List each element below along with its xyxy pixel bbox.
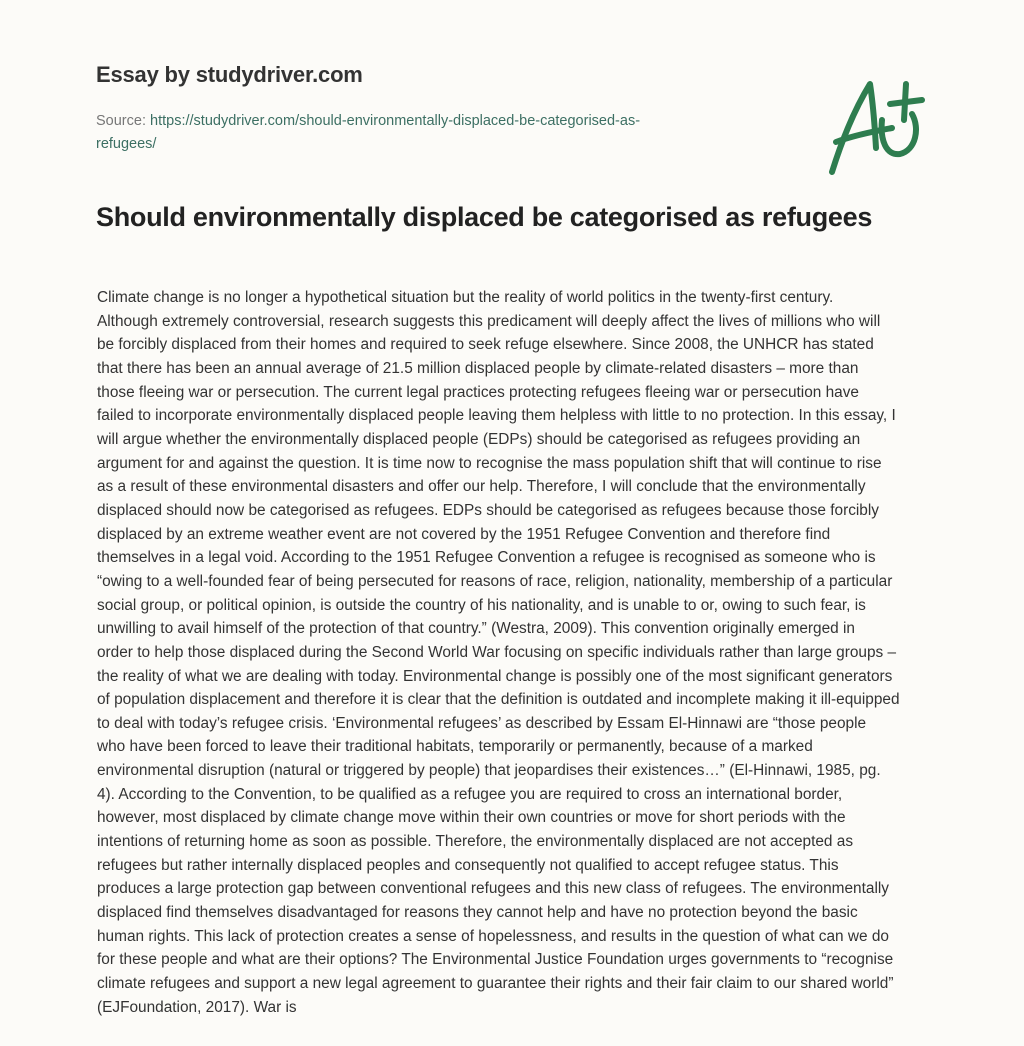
- a-plus-logo-icon: [820, 70, 930, 180]
- essay-line: be forcibly displaced from their homes and required to seek refuge elsewhere. Since 2008, the UNHCR has stated: [97, 336, 874, 354]
- essay-line: will argue whether the environmentally displaced people (EDPs) should be categorised as refugees providing an: [97, 430, 861, 448]
- essay-line: 4). According to the Convention, to be qualified as a refugee you are required to cross an international border,: [97, 785, 843, 803]
- essay-line: the reality of what we are dealing with today. Environmental change is possibly one of the most significant generators: [97, 667, 893, 685]
- essay-line: however, most displaced by climate change move within their own countries or move for short periods with the: [97, 809, 846, 827]
- essay-line: failed to incorporate environmentally displaced people leaving them helpless with little to no protection. In this essay, I: [97, 407, 896, 425]
- source-link[interactable]: [96, 113, 640, 152]
- essay-line: refugees but rather internally displaced peoples and consequently not qualified to accept refugee status. This: [97, 856, 839, 874]
- source-url-line2[interactable]: refugees/: [96, 136, 157, 152]
- source-line: [96, 110, 716, 156]
- essay-line: themselves in a legal void. According to the 1951 Refugee Convention a refugee is recognised as someone who is: [97, 549, 876, 567]
- essay-line: Climate change is no longer a hypothetical situation but the reality of world politics in the twenty-first century.: [97, 289, 834, 306]
- essay-line: unwilling to avail himself of the protection of that country.” (Westra, 2009). This convention originally emerged in: [97, 620, 855, 638]
- essay-line: of population displacement and therefore it is clear that the definition is outdated and incomplete making it ill-equipped: [97, 691, 900, 709]
- essay-line: human rights. This lack of protection creates a sense of hopelessness, and results in the question of what can we do: [97, 927, 889, 945]
- essay-line: produces a large protection gap between conventional refugees and this new class of refugees. The environmentally: [97, 880, 889, 898]
- essay-line: those fleeing war or persecution. The current legal practices protecting refugees fleeing war or persecution have: [97, 383, 859, 401]
- essay-line: social group, or political opinion, is outside the country of his nationality, and is unable to or, owing to such fear, is: [97, 596, 866, 614]
- essay-line: to deal with today’s refugee crisis. ‘Environmental refugees’ as described by Essam El-Hinnawi are “those people: [97, 714, 867, 732]
- essay-line: for these people and what are their options? The Environmental Justice Foundation urges governments to “recognise: [97, 951, 894, 969]
- essay-line: displaced should now be categorised as refugees. EDPs should be categorised as refugees because those forcibly: [97, 501, 879, 519]
- essay-line: (EJFoundation, 2017). War is: [97, 998, 297, 1016]
- essay-line: as a result of these environmental disasters and offer our help. Therefore, I will conclude that the environmentally: [97, 478, 866, 496]
- essay-line: intentions of returning home as soon as possible. Therefore, the environmentally displaced are not accepted as: [97, 833, 854, 851]
- essay-line: order to help those displaced during the Second World War focusing on specific individuals rather than large groups –: [97, 643, 897, 661]
- source-label: Source:: [96, 113, 146, 129]
- essay-body: [97, 286, 937, 1019]
- essay-title: Should environmentally displaced be categorised as refugees: [96, 202, 873, 232]
- source-url-line1[interactable]: https://studydriver.com/should-environmentally-displaced-be-categorised-as-: [150, 113, 641, 129]
- essay-line: Although extremely controversial, research suggests this predicament will deeply affect the lives of millions who will: [97, 312, 881, 330]
- site-title: Essay by studydriver.com: [96, 62, 363, 87]
- essay-line: who have been forced to leave their traditional habitats, temporarily or permanently, because of a marked: [97, 738, 813, 756]
- essay-line: climate refugees and support a new legal agreement to guarantee their rights and their fair claim to our shared world”: [97, 975, 894, 993]
- essay-line: “owing to a well-founded fear of being persecuted for reasons of race, religion, nationality, membership of a particular: [97, 572, 893, 590]
- essay-line: that there has been an annual average of 21.5 million displaced people by climate-related disasters – more than: [97, 359, 859, 377]
- essay-line: environmental disruption (natural or triggered by people) that jeopardises their existences…” (El-Hinnawi, 1985, pg.: [97, 762, 881, 780]
- essay-line: displaced find themselves disadvantaged for reasons they cannot help and have no protection beyond the basic: [97, 904, 858, 922]
- essay-line: displaced by an extreme weather event are not covered by the 1951 Refugee Convention and therefore find: [97, 525, 831, 543]
- essay-line: argument for and against the question. It is time now to recognise the mass population shift that will continue to rise: [97, 454, 882, 472]
